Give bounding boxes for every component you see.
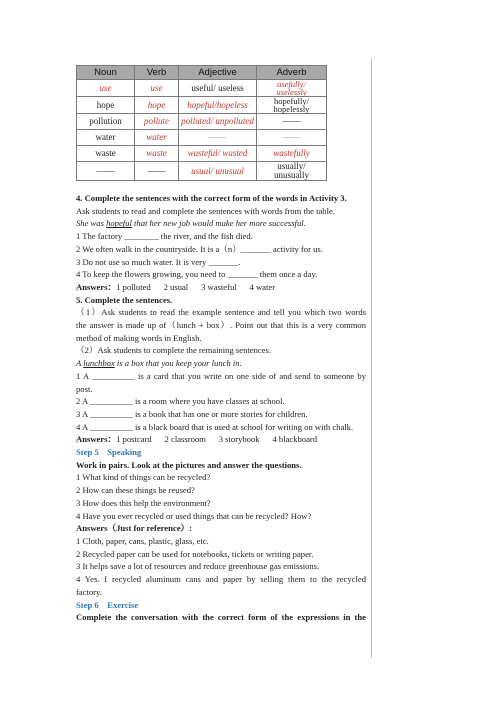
reference-answer-2: 2 Recycled paper can be used for notebooks, tickets or writing paper. [76, 548, 314, 559]
example-text: is a box that you keep your lunch in. [114, 358, 242, 369]
section5-para2: （2）Ask students to complete the remaining sentences. [76, 345, 271, 356]
cell-adverb: —— [257, 130, 327, 146]
cell-adverb: —— [257, 114, 327, 130]
page-margin-line [371, 58, 372, 658]
table-row [77, 130, 327, 146]
example-text: that her new job would make her more successful. [131, 218, 306, 229]
word-forms-table [76, 65, 327, 181]
cell-adverb-line1: hopefully/ [274, 96, 309, 106]
table-row [77, 146, 327, 162]
answers-text: 1 postcard 2 classroom 3 storybook 4 blackboard [116, 434, 318, 445]
reference-answer-4-cont: factory. [76, 586, 102, 597]
cell-verb: use [135, 80, 179, 97]
lesson-text [76, 192, 366, 624]
reference-answer-4: 4 Yes. I recycled aluminum cans and paper by selling them to the recycled [76, 574, 366, 585]
section5-example [76, 357, 366, 370]
section5-title: 5. Complete the sentences. [76, 294, 173, 305]
question-2: 2 We often walk in the countryside. It is a（n）_______ activity for us. [76, 243, 323, 254]
speaking-question-4: 4 Have you ever recycled or used things that can be recycled? How? [76, 510, 312, 521]
section5-para1-line3: method of making words in English. [76, 332, 202, 343]
header-noun: Noun [77, 66, 135, 80]
header-verb: Verb [135, 66, 179, 80]
cell-verb: hope [135, 97, 179, 114]
speaking-question-1: 1 What kind of things can be recycled? [76, 472, 211, 483]
answers-text: 1 polluted 2 usual 3 wasteful 4 water [116, 281, 276, 292]
completion-4: 4 A __________ is a black board that is used at school for writing on with chalk. [76, 421, 354, 432]
answers-label: Answers： [76, 281, 117, 292]
cell-verb: waste [135, 146, 179, 162]
section4-title: 4. Complete the sentences with the correct form of the words in Activity 3. [76, 193, 347, 203]
example-word: hopeful [106, 218, 132, 229]
question-1: 1 The factory ________ the river, and the fish died. [76, 231, 253, 242]
speaking-question-2: 2 How can these things be reused? [76, 485, 195, 496]
step6-heading: Step 6 Exercise [76, 599, 139, 610]
cell-adverb [257, 97, 327, 114]
cell-adjective: useful/ useless [179, 80, 257, 97]
section4-instruction: Ask students to read and complete the sentences with words from the table. [76, 205, 335, 216]
table-row [77, 80, 327, 97]
example-text: A [76, 358, 84, 369]
reference-answer-3: 3 It helps save a lot of resources and reduce greenhouse gas emissions. [76, 561, 320, 572]
completion-1: 1 A __________ is a card that you write on one side of and send to someone by [76, 370, 366, 381]
exercise-title: Complete the conversation with the correct form of the expressions in the [76, 612, 366, 623]
completion-2: 2 A __________ is a room where you have classes at school. [76, 396, 285, 407]
section5-para1-line2: the answer is made up of（lunch + box）. Point out that this is a very common [76, 320, 366, 331]
section5-answers [76, 433, 366, 446]
cell-adjective: wasteful/ wasted [179, 146, 257, 162]
cell-adjective: usual/ unusual [179, 162, 257, 181]
example-text: She was [76, 218, 107, 229]
cell-noun: pollution [77, 114, 135, 130]
cell-adjective: hopeful/hopeless [179, 97, 257, 114]
table-header-row [77, 66, 327, 80]
cell-adverb [257, 80, 327, 97]
reference-answers-title: Answers（Just for reference）: [76, 523, 192, 534]
section5-para1-line1: （1）Ask students to read the example sentence and tell you which two words [76, 307, 366, 318]
section4-example [76, 217, 366, 230]
speaking-question-3: 3 How does this help the environment? [76, 497, 211, 508]
cell-adverb-line2: uselessly [276, 87, 307, 97]
section4-answers [76, 281, 366, 294]
cell-noun: —— [77, 162, 135, 181]
cell-verb: pollute [135, 114, 179, 130]
cell-noun: hope [77, 97, 135, 114]
answers-label: Answers： [76, 434, 117, 445]
speaking-title: Work in pairs. Look at the pictures and answer the questions. [76, 459, 302, 470]
example-word: lunchbox [83, 358, 115, 369]
question-4: 4 To keep the flowers growing, you need to _______ them once a day. [76, 269, 318, 280]
table-row [77, 162, 327, 181]
completion-3: 3 A __________ is a book that has one or more stories for children. [76, 408, 308, 419]
cell-adverb: usually/ unusually [257, 162, 327, 181]
table-row [77, 114, 327, 130]
reference-answer-1: 1 Cloth, paper, cans, plastic, glass, etc. [76, 535, 209, 546]
completion-1-cont: post. [76, 383, 93, 394]
cell-adjective: polluted/ unpolluted [179, 114, 257, 130]
cell-adverb-line2: hopelessly [273, 104, 310, 114]
cell-noun: use [77, 80, 135, 97]
cell-adverb-line1: usefully/ [277, 79, 306, 89]
cell-verb: water [135, 130, 179, 146]
step5-heading: Step 5 Speaking [76, 447, 142, 458]
table-row [77, 97, 327, 114]
cell-adjective: —— [179, 130, 257, 146]
cell-noun: waste [77, 146, 135, 162]
cell-adverb: wastefully [257, 146, 327, 162]
header-adjective: Adjective [179, 66, 257, 80]
cell-noun: water [77, 130, 135, 146]
cell-verb: —— [135, 162, 179, 181]
header-adverb: Adverb [257, 66, 327, 80]
question-3: 3 Do not use so much water. It is very _______. [76, 256, 241, 267]
